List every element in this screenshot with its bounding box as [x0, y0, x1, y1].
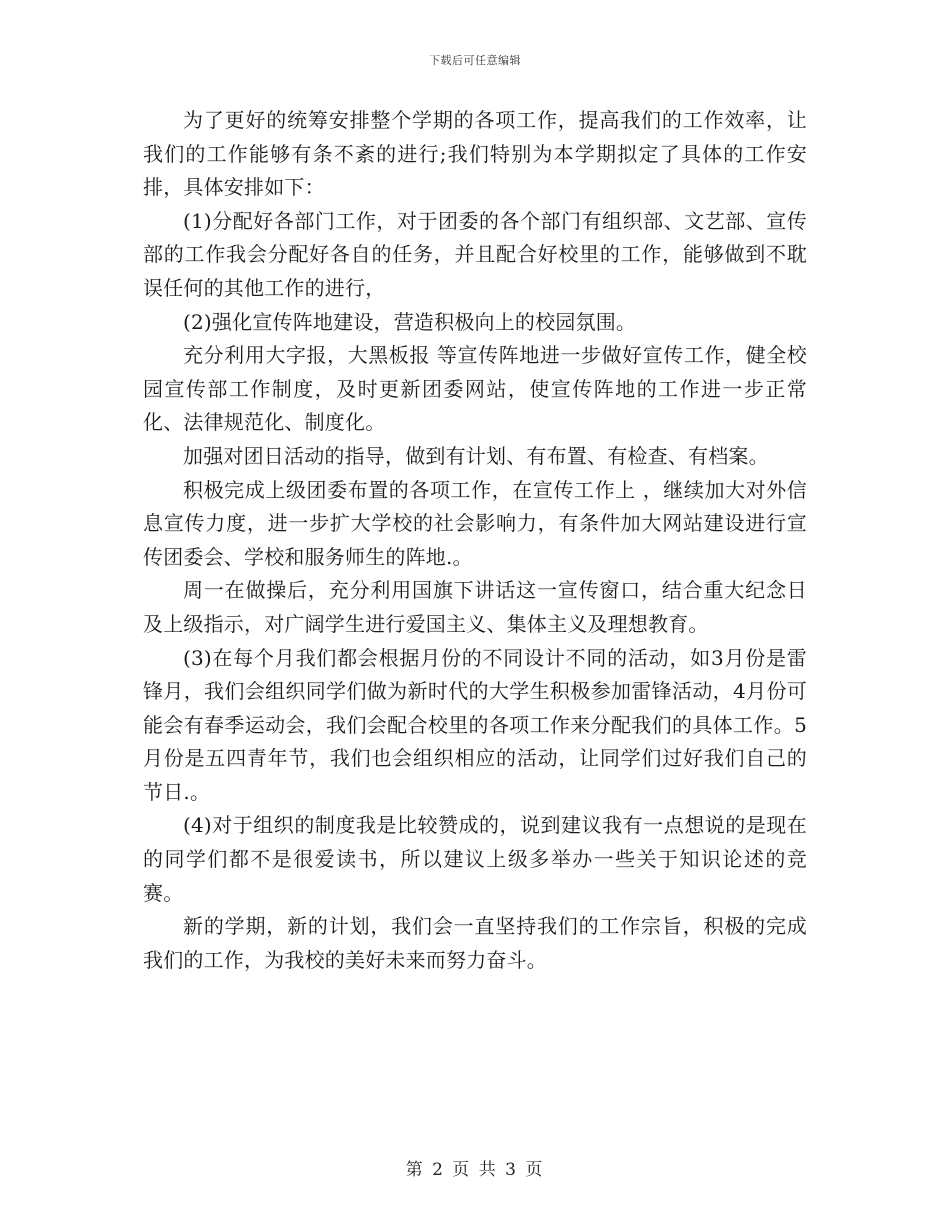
paragraph-monday-speech: 周一在做操后，充分利用国旗下讲话这一宣传窗口，结合重大纪念日及上级指示，对广阔学生进行爱国主义、集体主义及理想教育。	[143, 578, 807, 636]
paragraph-league-day: 加强对团日活动的指导，做到有计划、有布置、有检查、有档案。	[183, 443, 769, 468]
paragraph-conclusion: 新的学期，新的计划，我们会一直坚持我们的工作宗旨，积极的完成我们的工作，为我校的美好未来而努力奋斗。	[143, 914, 807, 972]
page-number: 第 2 页 共 3 页	[405, 1160, 545, 1180]
paragraph-item-1: (1)分配好各部门工作，对于团委的各个部门有组织部、文艺部、宣传部的工作我会分配好各自的任务，并且配合好校里的工作，能够做到不耽误任何的其他工作的进行，	[143, 208, 807, 300]
page-header: 下载后可任意编辑	[429, 54, 521, 67]
paragraph-intro: 为了更好的统筹安排整个学期的各项工作，提高我们的工作效率，让我们的工作能够有条不紊的进行;我们特别为本学期拟定了具体的工作安排，具体安排如下：	[143, 108, 807, 200]
paragraph-superior-tasks: 积极完成上级团委布置的各项工作，在宣传工作上 ，继续加大对外信息宣传力度，进一步扩大学校的社会影响力，有条件加大网站建设进行宣传团委会、学校和服务师生的阵地.。	[143, 477, 807, 569]
document-body	[143, 104, 807, 977]
paragraph-item-2: (2)强化宣传阵地建设，营造积极向上的校园氛围。	[183, 309, 637, 334]
paragraph-publicity: 充分利用大字报，大黑板报 等宣传阵地进一步做好宣传工作，健全校园宣传部工作制度，及时更新团委网站，使宣传阵地的工作进一步正常化、法律规范化、制度化。	[143, 343, 807, 435]
paragraph-item-4: (4)对于组织的制度我是比较赞成的，说到建议我有一点想说的是现在的同学们都不是很爱读书，所以建议上级多举办一些关于知识论述的竞赛。	[143, 813, 807, 905]
paragraph-item-3: (3)在每个月我们都会根据月份的不同设计不同的活动，如3月份是雷锋月，我们会组织同学们做为新时代的大学生积极参加雷锋活动，4月份可能会有春季运动会，我们会配合校里的各项工作来分配我们的具体工作。5月份是五四青年节，我们也会组织相应的活动，让同学们过好我们自己的节日.。	[143, 645, 807, 804]
